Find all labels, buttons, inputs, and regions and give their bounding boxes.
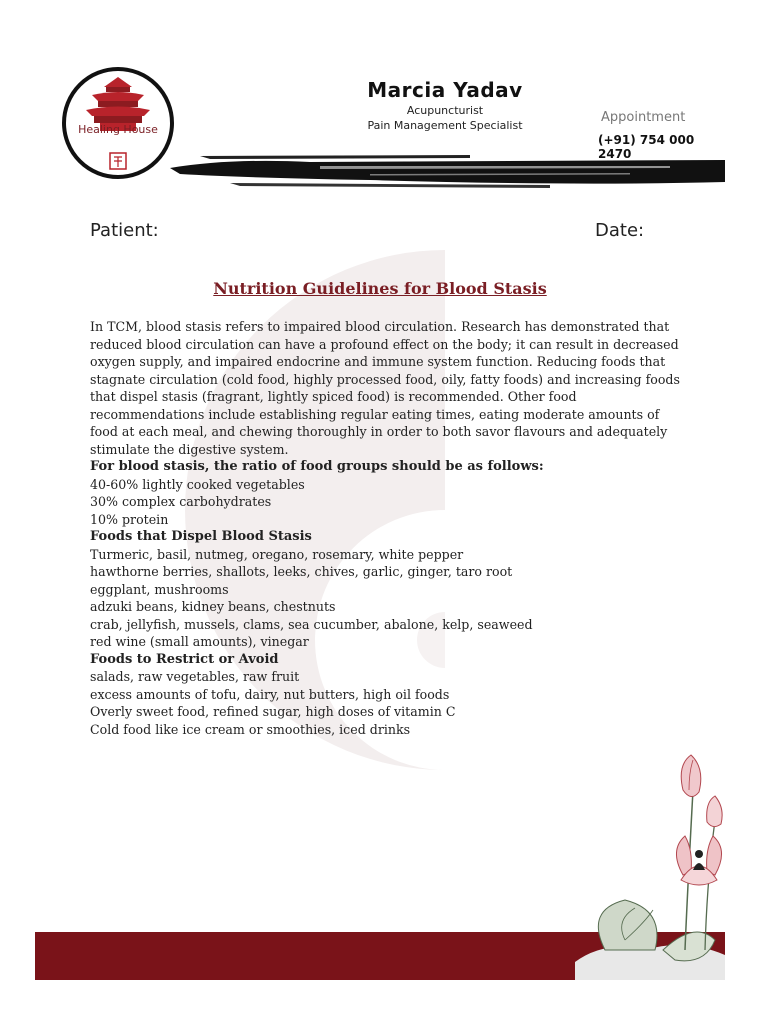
- list-item: Cold food like ice cream or smoothies, iced drinks: [90, 721, 411, 737]
- logo-name: Healing House: [78, 123, 158, 136]
- list-item: adzuki beans, kidney beans, chestnuts: [90, 599, 336, 614]
- appointment-label: Appointment: [601, 110, 686, 125]
- intro-paragraph: In TCM, blood stasis refers to impaired blood circulation. Research has demonstrated that reduced blood circulation can have a profound effect on the body; it can result in decreased oxygen supply, and impaired endocrine and immune system function. Reducing foods that stagnate circulation (cold food, highly processed food, oily, fatty foods) and increasing foods that dispel stasis (fragrant, lightly spiced food) is recommended. Other food recommendations include establishing regular eating times, eating moderate amounts of food at each meal, and chewing thoroughly in order to both savor flavours and adequately stimulate the digestive system.: [90, 319, 680, 457]
- list-item: Turmeric, basil, nutmeg, oregano, rosemary, white pepper: [90, 546, 464, 562]
- dispel-heading: Foods that Dispel Blood Stasis: [90, 529, 312, 544]
- avoid-list: [90, 668, 690, 738]
- list-item: excess amounts of tofu, dairy, nut butters, high oil foods: [90, 686, 450, 702]
- patient-label: Patient:: [90, 220, 159, 241]
- ratio-heading: For blood stasis, the ratio of food groups should be as follows:: [90, 459, 544, 474]
- list-item: 10% protein: [90, 511, 169, 527]
- ratio-list: [90, 476, 690, 529]
- list-item: 30% complex carbohydrates: [90, 494, 272, 509]
- list-item: Overly sweet food, refined sugar, high doses of vitamin C: [90, 704, 456, 719]
- list-item: red wine (small amounts), vinegar: [90, 634, 309, 649]
- document-body: [90, 318, 690, 738]
- list-item: eggplant, mushrooms: [90, 581, 229, 597]
- avoid-heading: Foods to Restrict or Avoid: [90, 651, 279, 667]
- practitioner-title: Acupuncturist: [406, 104, 484, 117]
- dispel-list: [90, 546, 690, 651]
- practitioner-specialty: Pain Management Specialist: [367, 119, 523, 132]
- list-item: 40-60% lightly cooked vegetables: [90, 476, 305, 492]
- lotus-flower-icon: [565, 750, 725, 980]
- list-item: hawthorne berries, shallots, leeks, chives, garlic, ginger, taro root: [90, 564, 513, 579]
- letterhead-page: [35, 40, 725, 980]
- date-label: Date:: [595, 220, 645, 241]
- document-title: Nutrition Guidelines for Blood Stasis: [213, 279, 547, 298]
- list-item: crab, jellyfish, mussels, clams, sea cucumber, abalone, kelp, seaweed: [90, 616, 533, 632]
- brush-stroke-divider: [170, 152, 725, 188]
- practitioner-name: Marcia Yadav: [367, 78, 523, 102]
- list-item: salads, raw vegetables, raw fruit: [90, 669, 300, 684]
- appointment-phone: (+91) 754 000 2470: [598, 133, 695, 161]
